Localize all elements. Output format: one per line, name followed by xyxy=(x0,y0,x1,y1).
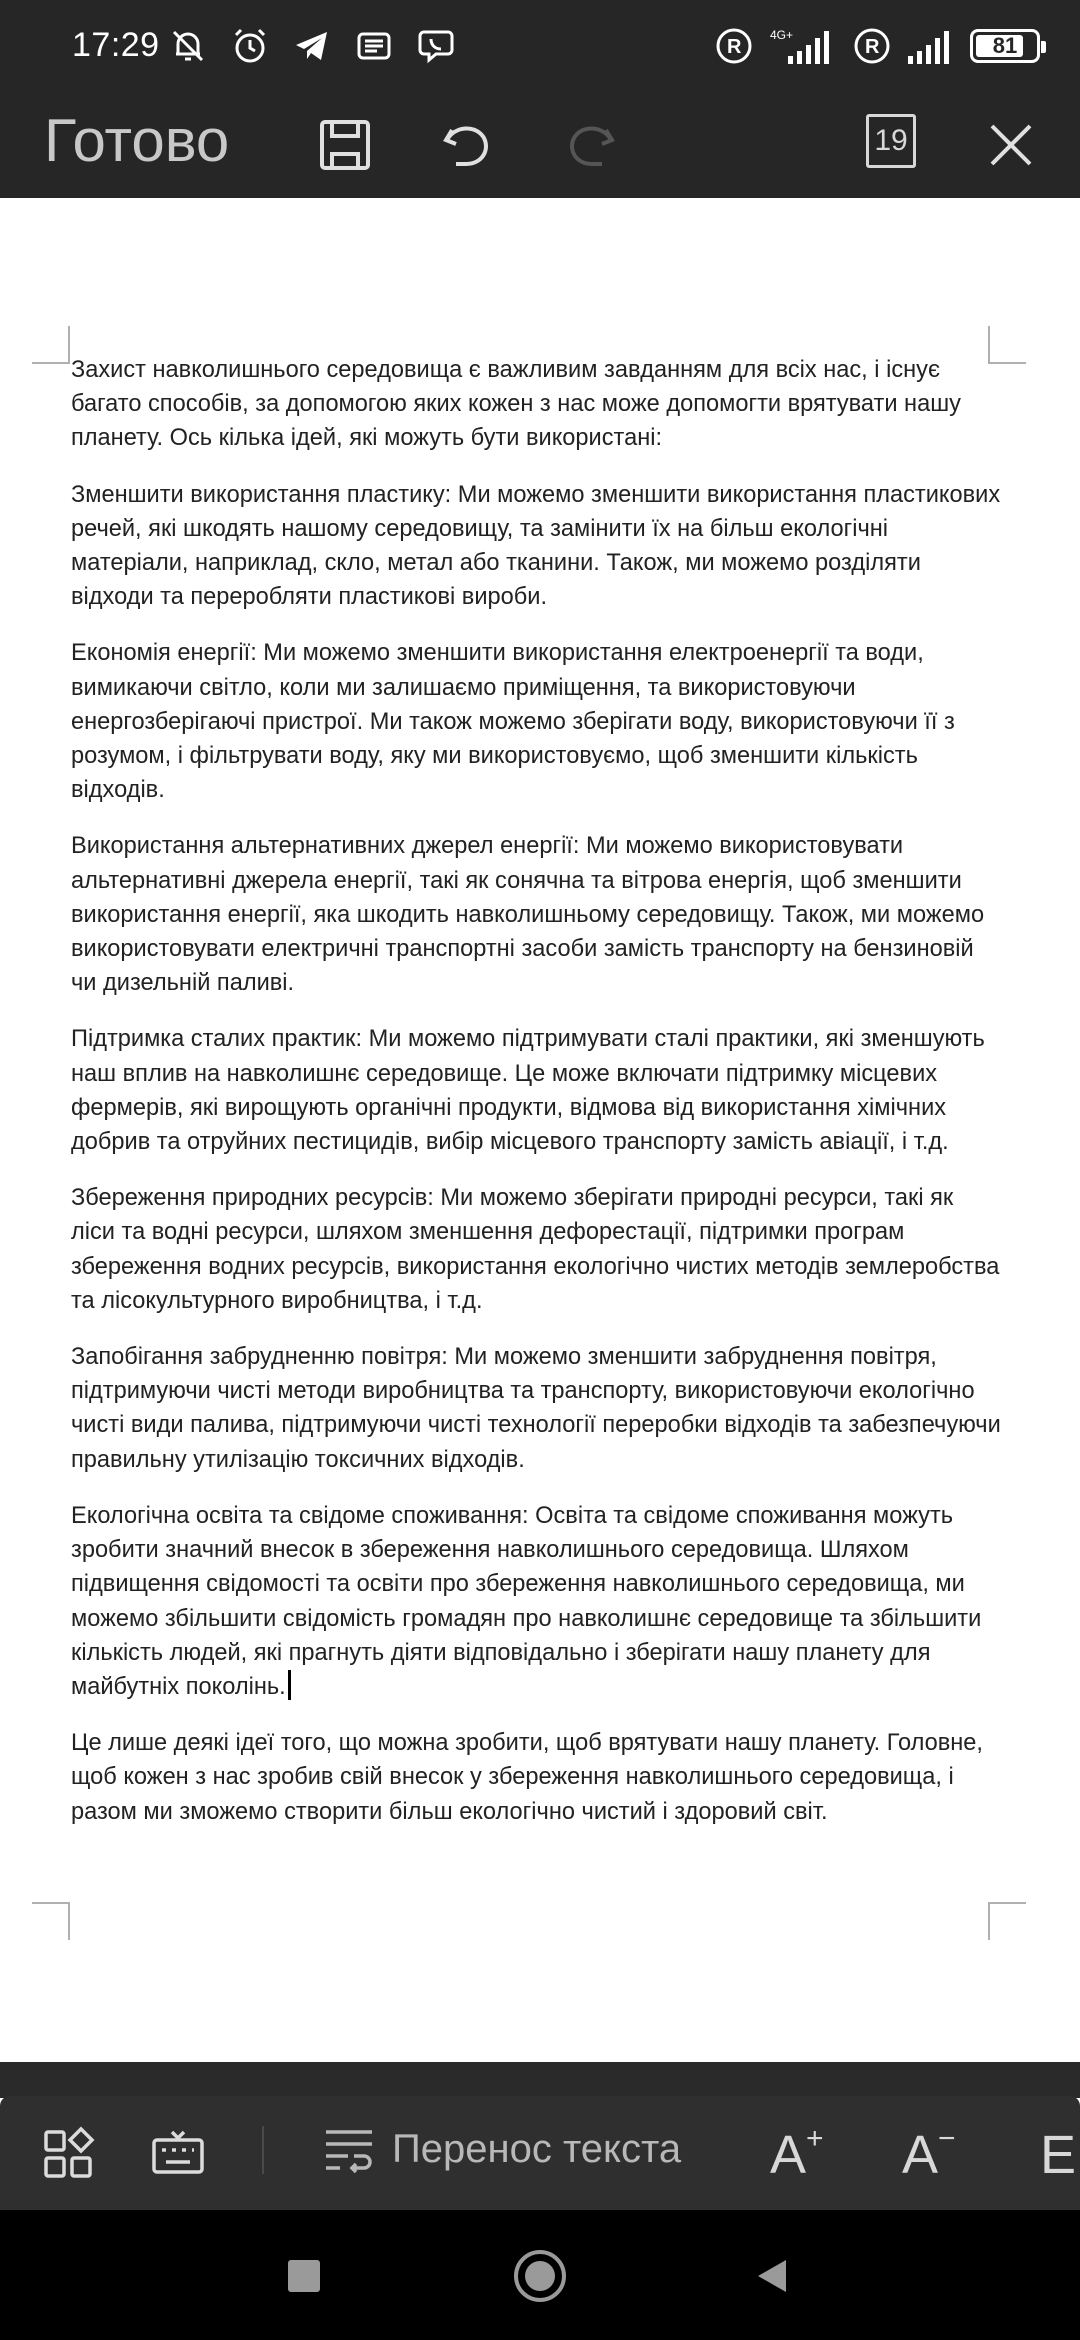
square-icon xyxy=(286,2258,322,2294)
viber-icon xyxy=(416,26,456,66)
svg-text:R: R xyxy=(727,36,742,58)
font-increase-button[interactable] xyxy=(770,2124,824,2186)
bottom-bar-shadow xyxy=(0,2062,1080,2098)
paragraph-alt-energy[interactable]: Використання альтернативних джерел енергії: Ми можемо використовувати альтернативні джерела енергії, такі як сонячна та вітрова енергія, щоб зменшити використання енергії, яка шкодить навколишньому середовищу. Також, ми можемо використовувати електричні транспортні засоби замість транспорту на бензиновій чи дизельній паливі. xyxy=(71,833,985,997)
status-system xyxy=(714,26,1040,66)
news-icon xyxy=(354,26,394,66)
status-time: 17:29 xyxy=(72,26,160,64)
system-nav-bar xyxy=(0,2210,1080,2340)
signal-icon xyxy=(906,26,956,66)
back-button[interactable] xyxy=(744,2248,800,2304)
svg-text:R: R xyxy=(865,36,880,58)
paragraph-energy[interactable]: Економія енергії: Ми можемо зменшити використання електроенергії та води, вимикаючи світло, коли ми залишаємо приміщення, та використовуючи енергозберігаючі пристрої. Ми також можемо зберігати воду, використовуючи її з розумом, і фільтрувати воду, яку ми використовуємо, щоб зменшити кількість відходів. xyxy=(71,640,955,804)
bottom-toolbar xyxy=(0,2096,1080,2210)
triangle-back-icon xyxy=(752,2256,792,2296)
home-button[interactable] xyxy=(512,2248,568,2304)
alarm-icon xyxy=(230,26,270,66)
signal-4g-icon xyxy=(768,26,838,66)
text-wrap-button[interactable] xyxy=(322,2122,681,2176)
paragraph-air[interactable]: Запобігання забрудненню повітря: Ми можемо зменшити забруднення повітря, підтримуючи чисті методи виробництва та транспорту, використовуючи екологічно чисті види палива, підтримуючи чисті технології переробки відходів та забезпечуючи правильну утилізацію токсичних відходів. xyxy=(71,1344,1001,1473)
telegram-icon xyxy=(292,26,332,66)
paragraph-practices[interactable]: Підтримка сталих практик: Ми можемо підтримувати сталі практики, які зменшують наш вплив на навколишнє середовище. Це може включати підтримку місцевих фермерів, які вирощують органічні продукти, відмова від використання хімічних добрив та отруйних пестицидів, вибір місцевого транспорту замість авіації, і т.д. xyxy=(71,1026,985,1156)
apps-grid-icon[interactable] xyxy=(40,2124,100,2184)
more-tools-button[interactable]: E xyxy=(1040,2125,1077,2185)
battery-cap xyxy=(1041,41,1046,53)
font-decrease-sign: − xyxy=(938,2122,956,2155)
page-corner-bottom-right xyxy=(988,1902,1026,1940)
muted-bell-icon xyxy=(168,26,208,66)
roaming-icon xyxy=(714,26,754,66)
toolbar-separator xyxy=(262,2126,264,2174)
text-cursor xyxy=(288,1670,291,1700)
font-decrease-button[interactable] xyxy=(902,2124,956,2186)
page-corner-top-left xyxy=(32,326,70,364)
text-wrap-label: Перенос текста xyxy=(392,2126,682,2171)
done-button[interactable]: Готово xyxy=(44,107,230,174)
redo-icon[interactable] xyxy=(556,110,626,180)
status-bar xyxy=(0,0,1080,92)
undo-icon[interactable] xyxy=(432,110,502,180)
svg-text:4G+: 4G+ xyxy=(770,28,794,42)
status-notifications xyxy=(168,26,456,66)
battery-level-text: 81 xyxy=(992,33,1018,58)
editor-toolbar xyxy=(0,92,1080,198)
keyboard-icon[interactable] xyxy=(148,2124,208,2184)
paragraph-education[interactable] xyxy=(71,1499,1001,1704)
roaming-icon-2 xyxy=(852,26,892,66)
page-corner-bottom-left xyxy=(32,1902,70,1940)
circle-icon xyxy=(512,2248,568,2304)
paragraph-resources[interactable]: Збереження природних ресурсів: Ми можемо зберігати природні ресурси, такі як ліси та водні ресурси, шляхом зменшення дефорестації, підтримки програм збереження водних ресурсів, використання екологічно чистих методів землеробства та лісокультурного виробництва, і т.д. xyxy=(71,1185,1000,1314)
text-wrap-icon xyxy=(322,2122,376,2176)
save-icon[interactable] xyxy=(310,110,380,180)
recents-button[interactable] xyxy=(276,2248,332,2304)
close-icon[interactable] xyxy=(976,110,1046,180)
document-body[interactable] xyxy=(71,353,1001,1851)
paragraph-conclusion[interactable]: Це лише деякі ідеї того, що можна зробити, щоб врятувати нашу планету. Головне, щоб кожен з нас зробив свій внесок у збереження навколишнього середовища, і разом ми зможемо створити більш екологічно чистий і здоровий світ. xyxy=(71,1730,983,1825)
paragraph-plastic[interactable]: Зменшити використання пластику: Ми можемо зменшити використання пластикових речей, які шкодять нашому середовищу, та замінити їх на більш екологічні матеріали, наприклад, скло, метал або тканини. Також, ми можемо розділяти відходи та переробляти пластикові вироби. xyxy=(71,481,1001,611)
document-page[interactable] xyxy=(0,198,1080,2063)
paragraph-education-text[interactable]: Екологічна освіта та свідоме споживання: Освіта та свідоме споживання можуть зробити значний внесок в збереження навколишнього середовища. Шляхом підвищення свідомості та освіти про збереження навколишнього середовища, ми можемо збільшити свідомість громадян про навколишнє середовище та збільшити кількість людей, які прагнуть діяти відповідально і зберігати нашу планету для майбутніх поколінь. xyxy=(71,1502,982,1700)
paragraph-intro[interactable]: Захист навколишнього середовища є важливим завданням для всіх нас, і існує багато способів, за допомогою яких кожен з нас може допомогти врятувати нашу планету. Ось кілька ідей, які можуть бути використані: xyxy=(71,357,961,452)
font-increase-sign: + xyxy=(806,2122,824,2155)
battery-indicator xyxy=(970,29,1040,63)
font-increase-letter: A xyxy=(770,2125,807,2185)
page-view-icon[interactable]: 19 xyxy=(866,114,916,168)
font-decrease-letter: A xyxy=(902,2125,939,2185)
